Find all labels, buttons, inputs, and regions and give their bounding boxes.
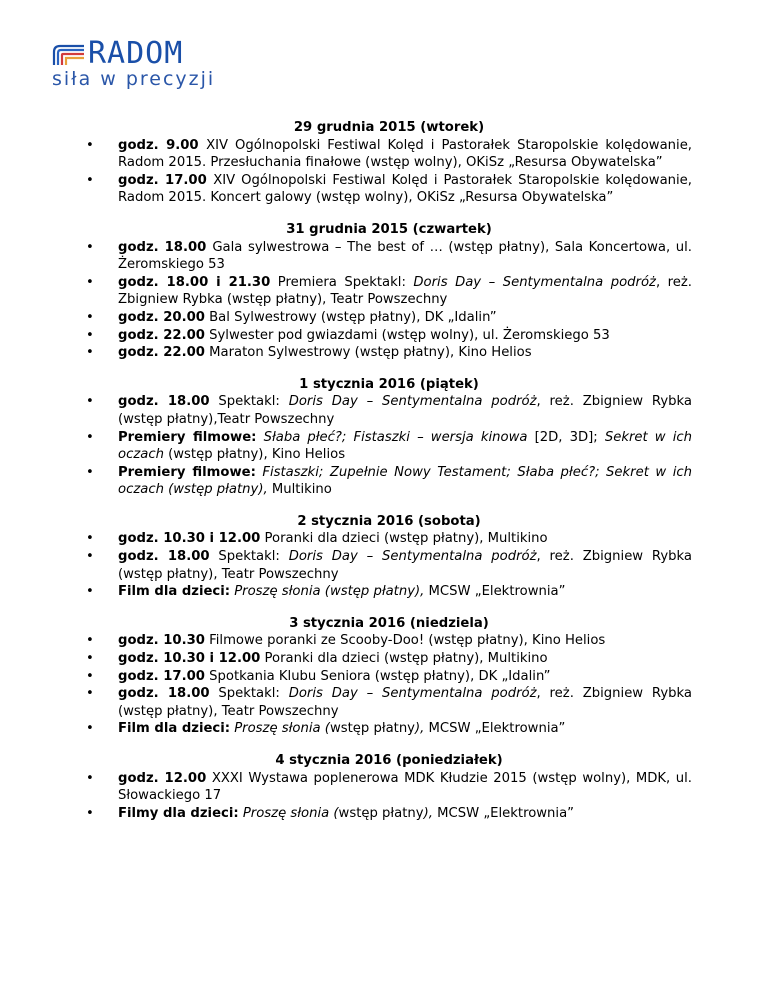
event-list xyxy=(86,770,692,823)
event-time: godz. 10.30 xyxy=(118,633,205,649)
event-text: Spektakl: xyxy=(209,394,289,410)
event-item xyxy=(86,770,692,805)
event-text: XXXI Wystawa poplenerowa MDK Kłudzie 2015 (wstęp wolny), MDK, ul. Słowackiego 17 xyxy=(118,770,692,804)
logo-tagline: siła w precyzji xyxy=(52,68,216,90)
event-item xyxy=(86,632,692,650)
event-title: Sekret w ich oczach xyxy=(118,429,692,463)
event-text: , reż. Zbigniew Rybka (wstęp płatny), Teatr Powszechny xyxy=(118,274,692,308)
event-title: Proszę słonia ( xyxy=(234,721,330,737)
event-item xyxy=(86,530,692,548)
event-time: Filmy dla dzieci: xyxy=(118,805,239,821)
day-heading: 2 stycznia 2016 (sobota) xyxy=(297,513,481,529)
event-text: wstęp płatny xyxy=(329,721,415,737)
event-item xyxy=(86,309,692,327)
event-time: godz. 17.00 xyxy=(118,172,214,188)
event-text: Multikino xyxy=(267,482,332,498)
event-item xyxy=(86,720,692,738)
event-text: XIV Ogólnopolski Festiwal Kolęd i Pastorałek Staropolskie kolędowanie, Radom 2015. Koncert galowy (wstęp wolny), OKiSz „Resursa Obywatelska” xyxy=(118,172,692,206)
radom-logo xyxy=(52,36,232,96)
event-item xyxy=(86,805,692,823)
event-text: [2D, 3D]; xyxy=(527,429,605,445)
event-text: MCSW „Elektrownia” xyxy=(424,584,566,600)
event-time: Film dla dzieci: xyxy=(118,584,231,600)
event-time: godz. 22.00 xyxy=(118,327,205,343)
event-title: Fistaszki; Zupełnie Nowy Testament; Słaba płeć?; Sekret w ich oczach (wstęp płatny), xyxy=(118,464,692,498)
event-text: , reż. Zbigniew Rybka (wstęp płatny), Teatr Powszechny xyxy=(118,686,693,719)
event-item xyxy=(86,274,692,309)
event-item xyxy=(86,583,692,601)
day-section xyxy=(86,221,692,362)
event-item xyxy=(86,685,692,720)
event-title: Doris Day – Sentymentalna podróż xyxy=(413,274,656,290)
event-item xyxy=(86,650,692,668)
event-item xyxy=(86,393,692,428)
event-time: godz. 18.00 xyxy=(118,394,210,410)
event-time: Premiery filmowe: xyxy=(118,464,256,480)
day-section xyxy=(86,119,692,207)
day-section xyxy=(86,752,692,822)
day-section xyxy=(86,513,692,601)
event-item xyxy=(86,239,692,274)
event-time: godz. 18.00 xyxy=(118,549,210,565)
logo-wordmark: RADOM xyxy=(88,36,184,71)
event-text: Poranki dla dzieci (wstęp płatny), Multikino xyxy=(260,651,548,667)
event-text: Sylwester pod gwiazdami (wstęp wolny), ul. Żeromskiego 53 xyxy=(204,327,610,343)
event-time: godz. 18.00 xyxy=(118,686,210,702)
event-time: godz. 10.30 i 12.00 xyxy=(118,651,261,667)
event-time: Film dla dzieci: xyxy=(118,721,231,737)
event-time: Premiery filmowe: xyxy=(118,429,257,445)
event-item xyxy=(86,429,692,464)
event-text: Maraton Sylwestrowy (wstęp płatny), Kino Helios xyxy=(204,345,532,361)
day-heading: 29 grudnia 2015 (wtorek) xyxy=(293,120,485,135)
event-title: Doris Day – Sentymentalna podróż xyxy=(288,549,537,565)
day-heading: 4 stycznia 2016 (poniedziałek) xyxy=(275,753,503,768)
event-text: (wstęp płatny), Kino Helios xyxy=(163,447,346,463)
radom-logo-mark-icon xyxy=(52,44,86,66)
event-text: Spotkania Klubu Seniora (wstęp płatny), DK „Idalin” xyxy=(204,668,551,684)
event-time: godz. 10.30 i 12.00 xyxy=(118,531,261,547)
event-list xyxy=(86,239,692,362)
event-item xyxy=(86,668,692,686)
event-schedule xyxy=(86,119,692,836)
event-text: wstęp płatny xyxy=(338,805,424,821)
event-item xyxy=(86,344,692,362)
event-time: godz. 17.00 xyxy=(118,668,205,684)
event-title: ), xyxy=(423,805,433,821)
event-text: Spektakl: xyxy=(209,549,289,565)
day-section xyxy=(86,376,692,499)
event-list xyxy=(86,137,692,207)
event-item xyxy=(86,464,692,499)
event-item xyxy=(86,548,692,583)
event-text: Spektakl: xyxy=(209,686,289,702)
day-heading: 31 grudnia 2015 (czwartek) xyxy=(286,221,492,237)
event-time: godz. 22.00 xyxy=(118,345,205,361)
event-list xyxy=(86,530,692,600)
event-time: godz. 9.00 xyxy=(118,137,207,153)
event-title: Doris Day – Sentymentalna podróż xyxy=(288,686,537,702)
day-heading: 1 stycznia 2016 (piątek) xyxy=(299,376,479,392)
event-title: Proszę słonia ( xyxy=(242,805,339,821)
event-text: XIV Ogólnopolski Festiwal Kolęd i Pastorałek Staropolskie kolędowanie, Radom 2015. Przesłuchania finałowe (wstęp wolny), OKiSz „Resursa Obywatelska” xyxy=(118,137,692,171)
event-text: Premiera Spektakl: xyxy=(270,274,414,290)
event-text: Filmowe poranki ze Scooby-Doo! (wstęp płatny), Kino Helios xyxy=(204,633,606,649)
event-title: Proszę słonia (wstęp płatny), xyxy=(234,584,425,600)
event-title: Słaba płeć?; Fistaszki – wersja kinowa xyxy=(263,429,528,445)
event-text: , reż. Zbigniew Rybka (wstęp płatny), Teatr Powszechny xyxy=(118,549,693,582)
event-list xyxy=(86,393,692,499)
event-list xyxy=(86,632,692,738)
event-text xyxy=(256,430,263,445)
event-time: godz. 12.00 xyxy=(118,770,207,786)
event-item xyxy=(86,327,692,345)
event-text: MCSW „Elektrownia” xyxy=(424,721,566,737)
event-item xyxy=(86,137,692,172)
event-text: , reż. Zbigniew Rybka (wstęp płatny),Teatr Powszechny xyxy=(118,394,693,427)
event-title: Doris Day – Sentymentalna podróż xyxy=(288,394,537,410)
event-text: Gala sylwestrowa – The best of … (wstęp płatny), Sala Koncertowa, ul. Żeromskiego 53 xyxy=(118,239,692,273)
day-section xyxy=(86,615,692,738)
event-item xyxy=(86,172,692,207)
event-time: godz. 18.00 i 21.30 xyxy=(118,274,271,290)
event-text: MCSW „Elektrownia” xyxy=(432,805,574,821)
event-text: Bal Sylwestrowy (wstęp płatny), DK „Idalin” xyxy=(204,309,497,325)
event-time: godz. 20.00 xyxy=(118,309,205,325)
event-text: Poranki dla dzieci (wstęp płatny), Multikino xyxy=(260,531,548,547)
event-title: ), xyxy=(415,721,425,737)
event-time: godz. 18.00 xyxy=(118,239,213,255)
day-heading: 3 stycznia 2016 (niedziela) xyxy=(289,615,489,631)
